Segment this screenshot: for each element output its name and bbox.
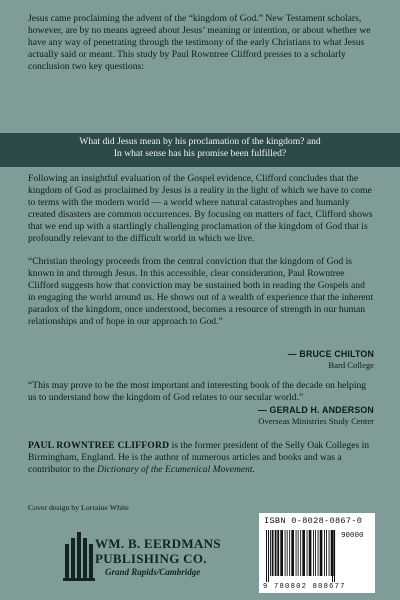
contributed-book-title: Dictionary of the Ecumenical Movement. <box>97 463 255 475</box>
isbn-barcode-box <box>259 513 375 593</box>
endorsement-quote-anderson: “This may prove to be the most important and interesting book of the decade on helping us to understand how the kingdom of God relates to our secular world.” <box>28 380 367 403</box>
intro-paragraph: Jesus came proclaiming the advent of the “kingdom of God.” New Testament scholars, however, are by no means agreed about Jesus’ meaning or intention, or about whether we have any way of penetrating through the testimony of the early Christians to what Jesus actually said or meant. This study by Paul Rowntree Clifford presses to a scholarly conclusion two key questions: <box>28 13 371 72</box>
author-name: PAUL ROWNTREE CLIFFORD <box>28 440 170 451</box>
key-questions-band <box>0 133 400 167</box>
endorser-affiliation-chilton: Bard College <box>328 360 374 370</box>
cover-design-credit: Cover design by Lorraine White <box>28 503 129 512</box>
publisher-location: Grand Rapids/Cambridge <box>105 567 201 577</box>
publisher-logo <box>63 530 263 585</box>
author-bio-text: is the former president of the Selly Oak Colleges in Birmingham, England. He is the author of numerous articles and books and was a contributor to the <box>28 440 370 475</box>
endorser-name-anderson: — GERALD H. ANDERSON <box>257 405 374 415</box>
endorser-name-chilton: — BRUCE CHILTON <box>287 349 374 359</box>
endorser-affiliation-anderson: Overseas Ministries Study Center <box>258 416 374 426</box>
key-question-1: What did Jesus mean by his proclamation of the kingdom? and <box>79 136 321 147</box>
endorsement-quote-chilton: “Christian theology proceeds from the central conviction that the kingdom of God is known in and through Jesus. In this accessible, clear consideration, Paul Rowntree Clifford suggests how that conviction may be sustained both in reading the Gospels and in engaging the world around us. He shows out of a wealth of experience that the inherent paradox of the kingdom, once understood, becomes a resource of strength in our human relationships and of hope in our approach to God.” <box>28 256 374 327</box>
key-question-2: In what sense has his promise been fulfilled? <box>113 148 287 159</box>
publisher-books-icon <box>63 530 95 582</box>
author-bio <box>28 440 374 476</box>
isbn-number: ISBN 0-8028-0867-0 <box>264 516 363 526</box>
publisher-name-line2: PUBLISHING CO. <box>95 551 207 566</box>
evaluation-paragraph: Following an insightful evaluation of the Gospel evidence, Clifford concludes that the kingdom of God as proclaimed by Jesus is a reality in the light of which we have to come to terms with the modern world — a world where natural catastrophes and humanly created disasters are common occurrences. By focusing on matters of fact, Clifford shows that we end up with a startlingly challenging proclamation of the kingdom of God that is profoundly relevant to the difficult world in which we live. <box>28 173 373 244</box>
endorsement-attribution-anderson <box>258 405 374 427</box>
barcode-digits: 9 780802 808677 <box>263 583 346 591</box>
endorsement-attribution-chilton <box>288 349 374 371</box>
barcode-icon <box>265 530 337 582</box>
price-code: 90000 <box>341 532 364 540</box>
publisher-name-line1: WM. B. EERDMANS <box>95 536 221 551</box>
